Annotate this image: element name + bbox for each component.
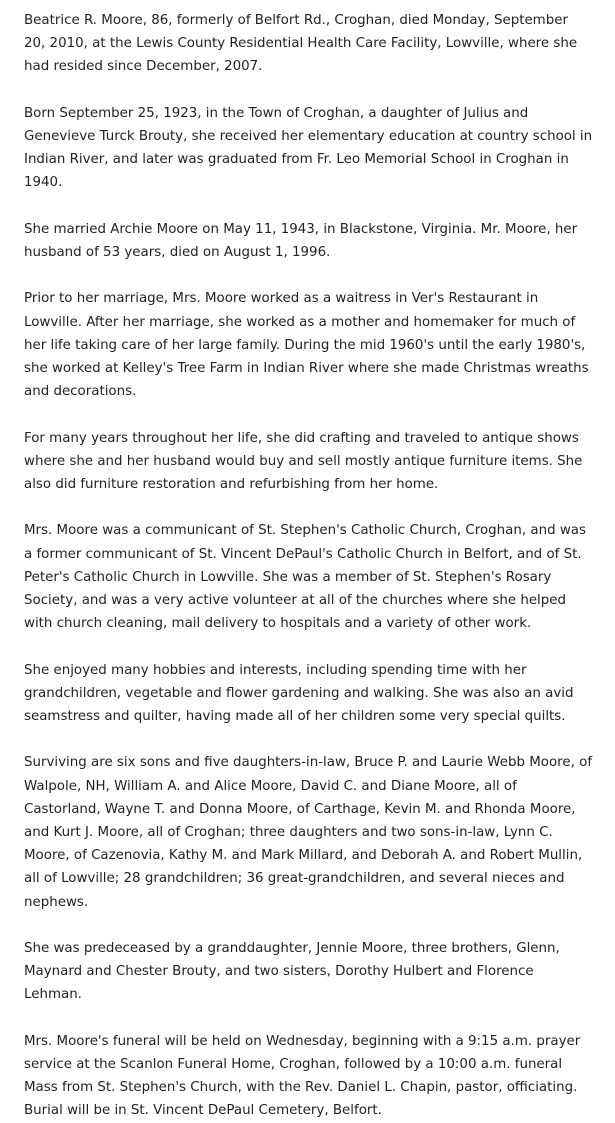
paragraph-predeceased: She was predeceased by a granddaughter, Jennie Moore, three brothers, Glenn, Maynard and Chester Brouty, and two sisters, Dorothy Hulbert and Florence Lehman. bbox=[24, 941, 560, 1003]
paragraph-death-notice: Beatrice R. Moore, 86, formerly of Belfort Rd., Croghan, died Monday, September 20, 2010, at the Lewis County Residential Health Care Facility, Lowville, where she had resided since December, 2007. bbox=[24, 13, 578, 75]
paragraph-survivors: Surviving are six sons and five daughters-in-law, Bruce P. and Laurie Webb Moore, of Walpole, NH, William A. and Alice Moore, David C. and Diane Moore, all of Castorland, Wayne T. and Donna Moore, of Carthage, Kevin M. and Rhonda Moore, and Kurt J. Moore, all of Croghan; three daughters and two sons-in-law, Lynn C. Moore, of Cazenovia, Kathy M. and Mark Millard, and Deborah A. and Robert Mullin, all of Lowville; 28 grandchildren; 36 great-grandchildren, and several nieces and nephews. bbox=[24, 755, 593, 910]
paragraph-hobbies: She enjoyed many hobbies and interests, including spending time with her grandchildren, vegetable and flower gardening and walking. She was also an avid seamstress and quilter, having made all of her children some very special quilts. bbox=[24, 662, 574, 724]
paragraph-funeral: Mrs. Moore's funeral will be held on Wednesday, beginning with a 9:15 a.m. prayer service at the Scanlon Funeral Home, Croghan, followed by a 10:00 a.m. funeral Mass from St. Stephen's Church, with the Rev. Daniel L. Chapin, pastor, officiating. Burial will be in St. Vincent DePaul Cemetery, Belfort. bbox=[24, 1033, 581, 1119]
paragraph-birth-education: Born September 25, 1923, in the Town of Croghan, a daughter of Julius and Genevieve Turck Brouty, she received her elementary education at country school in Indian River, and later was graduated from Fr. Leo Memorial School in Croghan in 1940. bbox=[24, 105, 593, 191]
paragraph-marriage: She married Archie Moore on May 11, 1943, in Blackstone, Virginia. Mr. Moore, her husband of 53 years, died on August 1, 1996. bbox=[24, 221, 578, 260]
paragraph-crafting: For many years throughout her life, she did crafting and traveled to antique shows where she and her husband would buy and sell mostly antique furniture items. She also did furniture restoration and refurbishing from her home. bbox=[24, 430, 583, 492]
paragraph-work: Prior to her marriage, Mrs. Moore worked as a waitress in Ver's Restaurant in Lowville. After her marriage, she worked as a mother and homemaker for much of her life taking care of her large family. During the mid 1960's until the early 1980's, she worked at Kelley's Tree Farm in Indian River where she made Christmas wreaths and decorations. bbox=[24, 291, 589, 400]
paragraph-church: Mrs. Moore was a communicant of St. Stephen's Catholic Church, Croghan, and was a former communicant of St. Vincent DePaul's Catholic Church in Belfort, and of St. Peter's Catholic Church in Lowville. She was a member of St. Stephen's Rosary Society, and was a very active volunteer at all of the churches where she helped with church cleaning, mail delivery to hospitals and a variety of other work. bbox=[24, 523, 586, 632]
